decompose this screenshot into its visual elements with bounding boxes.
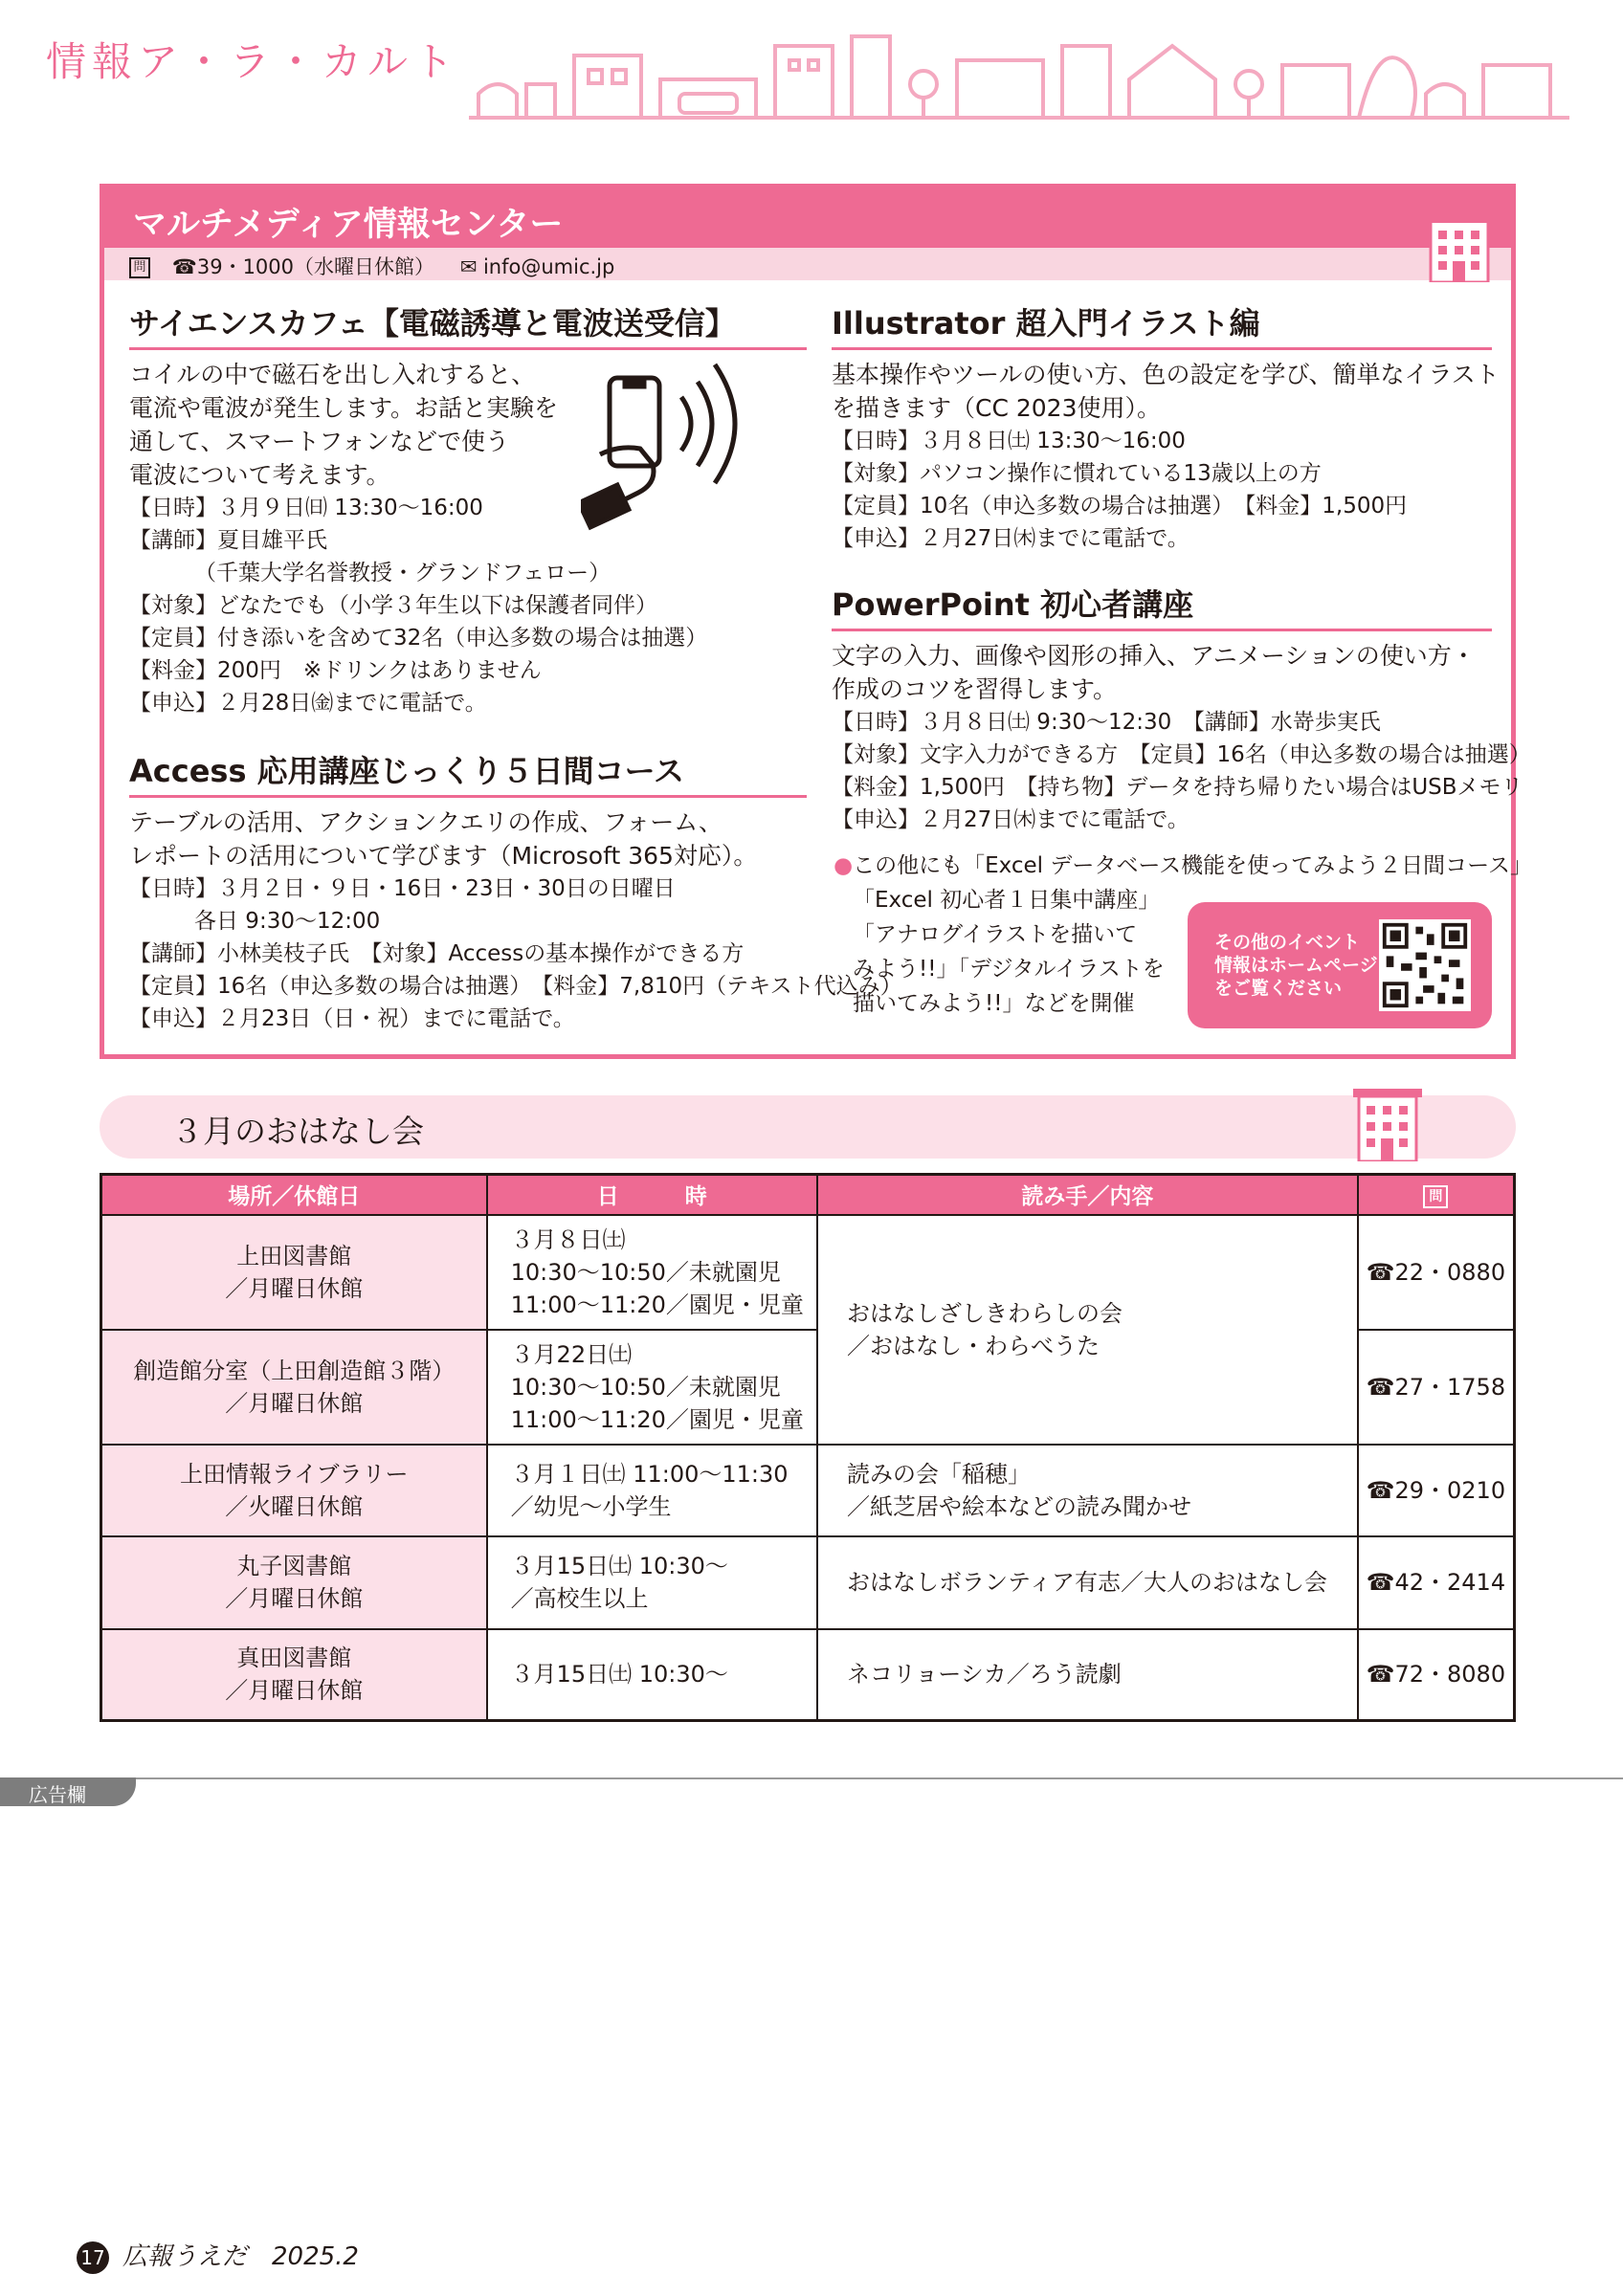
multimedia-title-band (104, 188, 1511, 248)
closed-day: ／月曜日休館 (225, 1677, 364, 1705)
content-line: ／紙芝居や絵本などの読み聞かせ (846, 1492, 1191, 1520)
science-cafe-lecturer: 【講師】夏目雄平氏 (129, 528, 327, 553)
closed-day: ／火曜日休館 (225, 1492, 364, 1520)
datetime-cell (487, 1629, 817, 1721)
place-name: 創造館分室（上田創造館３階） (133, 1357, 456, 1384)
science-cafe-desc: 通して、スマートフォンなどで使う (129, 428, 510, 455)
science-cafe-desc: 電波について考えます。 (129, 461, 390, 489)
illustrator-target: 【対象】パソコン操作に慣れている13歳以上の方 (832, 461, 1322, 486)
content-cell (817, 1629, 1358, 1721)
content-line: ／おはなし・わらべうた (846, 1332, 1100, 1359)
powerpoint-section (832, 581, 1531, 836)
multimedia-center-box (100, 184, 1533, 1059)
science-cafe-lecturer-title: （千葉大学名誉教授・グランドフェロー） (194, 561, 611, 585)
access-date: 【日時】３月２日・９日・16日・23日・30日の日曜日 (129, 876, 676, 901)
illustrator-apply: 【申込】２月27日㈭までに電話で。 (832, 526, 1189, 551)
place-cell (101, 1445, 487, 1536)
illustrator-capacity: 【定員】10名（申込多数の場合は抽選） 【料金】1,500円 (832, 494, 1408, 519)
powerpoint-desc: 文字の入力、画像や図形の挿入、アニメーションの使い方・ (832, 642, 1476, 670)
place-name: 上田情報ライブラリー (180, 1460, 409, 1488)
ad-divider (0, 1777, 1623, 1779)
content-line: 読みの会「稲穂」 (846, 1460, 1031, 1488)
science-cafe-capacity: 【定員】付き添いを含めて32名（申込多数の場合は抽選） (129, 626, 708, 651)
datetime-cell (487, 1330, 817, 1445)
powerpoint-date: 【日時】３月８日㈯ 9:30〜12:30 【講師】水嵜歩実氏 (832, 710, 1381, 735)
storytelling-table (100, 1173, 1516, 1722)
header-content: 読み手／内容 (817, 1175, 1358, 1215)
access-desc: テーブルの活用、アクションクエリの作成、フォーム、 (129, 808, 723, 836)
illustrator-date: 【日時】３月８日㈯ 13:30〜16:00 (832, 429, 1186, 453)
table-header-row (101, 1175, 1515, 1215)
illustrator-section (832, 299, 1500, 555)
closed-day: ／月曜日休館 (225, 1274, 364, 1302)
multimedia-phone: ☎39・1000（水曜日休館） (171, 255, 435, 278)
inquiry-mark: 問 (129, 257, 150, 278)
datetime-line: ３月22日㈯ (510, 1340, 633, 1368)
science-cafe-desc: コイルの中で磁石を出し入れすると、 (129, 361, 536, 388)
inquiry-mark: 問 (1423, 1185, 1448, 1208)
powerpoint-desc: 作成のコツを習得します。 (832, 675, 1118, 703)
closed-day: ／月曜日休館 (225, 1389, 364, 1417)
content-line: ネコリョーシカ／ろう読劇 (846, 1661, 1122, 1689)
science-cafe-target: 【対象】どなたでも（小学３年生以下は保護者同伴） (129, 593, 657, 618)
homepage-qr-box[interactable] (1188, 902, 1492, 1028)
building-icon (1421, 208, 1498, 282)
ad-label: 広告欄 (0, 1777, 136, 1806)
content-line: おはなしボランティア有志／大人のおはなし会 (846, 1569, 1328, 1596)
page-number: 17 (77, 2241, 109, 2274)
content-cell (817, 1445, 1358, 1536)
tel-cell: ☎42・2414 (1358, 1536, 1515, 1629)
datetime-cell (487, 1445, 817, 1536)
place-cell (101, 1215, 487, 1330)
other-courses-line: 描いてみよう!!」などを開催 (853, 991, 1135, 1016)
closed-day: ／月曜日休館 (225, 1585, 364, 1612)
town-skyline-illustration (469, 27, 1569, 122)
access-title: Access 応用講座じっくり５日間コース (129, 747, 807, 798)
qr-caption-line: その他のイベント (1214, 932, 1361, 953)
datetime-line: 10:30〜10:50／未就園児 (510, 1373, 781, 1401)
header-place: 場所／休館日 (101, 1175, 487, 1215)
storytelling-title-band (100, 1095, 1516, 1159)
header-inquiry (1358, 1175, 1515, 1215)
qr-caption (1214, 931, 1378, 1000)
illustrator-desc: 基本操作やツールの使い方、色の設定を学び、簡単なイラスト (832, 361, 1500, 388)
other-courses-line: この他にも「Excel データベース機能を使ってみよう２日間コース」 (853, 853, 1533, 878)
table-row (101, 1445, 1515, 1536)
tel-cell: ☎72・8080 (1358, 1629, 1515, 1721)
access-section (129, 747, 902, 1035)
content-line: おはなしざしきわらしの会 (846, 1299, 1123, 1327)
science-cafe-date: 【日時】３月９日㈰ 13:30〜16:00 (129, 496, 483, 520)
datetime-cell (487, 1215, 817, 1330)
datetime-line: ３月15日㈯ 10:30〜 (510, 1553, 728, 1579)
access-apply: 【申込】２月23日（日・祝）までに電話で。 (129, 1006, 575, 1031)
content-cell (817, 1215, 1358, 1445)
datetime-line: ／幼児〜小学生 (510, 1492, 672, 1520)
page-footer (77, 2237, 359, 2274)
qr-caption-line: 情報はホームページ (1214, 955, 1378, 976)
datetime-line: 11:00〜11:20／園児・児童 (510, 1405, 804, 1433)
datetime-cell (487, 1536, 817, 1629)
science-cafe-title: サイエンスカフェ【電磁誘導と電波送受信】 (129, 299, 807, 350)
place-name: 丸子図書館 (236, 1553, 352, 1579)
science-cafe-desc: 電流や電波が発生します。お話と実験を (129, 394, 559, 422)
tel-cell: ☎22・0880 (1358, 1215, 1515, 1330)
illustrator-desc: を描きます（CC 2023使用）。 (832, 394, 1161, 422)
multimedia-contact (104, 248, 1511, 280)
science-cafe-fee: 【料金】200円 ※ドリンクはありません (129, 658, 542, 683)
science-cafe-apply: 【申込】２月28日㈮までに電話で。 (129, 691, 487, 716)
powerpoint-title: PowerPoint 初心者講座 (832, 581, 1492, 631)
datetime-line: ３月１日㈯ 11:00〜11:30 (510, 1460, 789, 1488)
header-datetime: 日 時 (487, 1175, 817, 1215)
access-capacity: 【定員】16名（申込多数の場合は抽選） 【料金】7,810円（テキスト代込み） (129, 974, 902, 999)
place-name: 上田図書館 (236, 1242, 352, 1269)
place-cell (101, 1629, 487, 1721)
tel-cell: ☎29・0210 (1358, 1445, 1515, 1536)
building-icon (1351, 1081, 1424, 1161)
publication-name: 広報うえだ 2025.2 (122, 2242, 359, 2271)
access-desc: レポートの活用について学びます（Microsoft 365対応）。 (129, 842, 758, 870)
tel-cell: ☎27・1758 (1358, 1330, 1515, 1445)
other-courses-line: 「Excel 初心者１日集中講座」 (853, 888, 1161, 913)
place-cell (101, 1330, 487, 1445)
multimedia-title: マルチメディア情報センター (133, 206, 564, 244)
datetime-line: ／高校生以上 (510, 1585, 649, 1612)
place-name: 真田図書館 (236, 1645, 352, 1672)
multimedia-email: ✉ info@umic.jp (459, 255, 615, 278)
qr-caption-line: をご覧ください (1214, 978, 1343, 999)
powerpoint-fee: 【料金】1,500円 【持ち物】データを持ち帰りたい場合はUSBメモリ (832, 775, 1523, 800)
datetime-line: 10:30〜10:50／未就園児 (510, 1258, 781, 1286)
datetime-line: ３月15日㈯ 10:30〜 (510, 1661, 728, 1689)
other-courses-line: 「アナログイラストを描いて (853, 922, 1138, 947)
access-lecturer: 【講師】小林美枝子氏 【対象】Accessの基本操作ができる方 (129, 941, 745, 966)
table-row (101, 1536, 1515, 1629)
storytelling-title: ３月のおはなし会 (171, 1113, 424, 1150)
smartphone-signal-icon (581, 349, 772, 541)
illustrator-title: Illustrator 超入門イラスト編 (832, 299, 1492, 350)
qr-code-icon (1379, 919, 1471, 1011)
place-cell (101, 1536, 487, 1629)
other-courses-line: みよう!!」「デジタルイラストを (853, 957, 1165, 982)
datetime-line: 11:00〜11:20／園児・児童 (510, 1291, 804, 1318)
table-row (101, 1215, 1515, 1330)
powerpoint-target: 【対象】文字入力ができる方 【定員】16名（申込多数の場合は抽選） (832, 742, 1531, 767)
section-title: 情報ア・ラ・カルト (46, 38, 460, 85)
table-row (101, 1629, 1515, 1721)
powerpoint-apply: 【申込】２月27日㈭までに電話で。 (832, 807, 1189, 832)
access-time: 各日 9:30〜12:00 (194, 909, 381, 934)
datetime-line: ３月８日㈯ (510, 1225, 626, 1253)
bullet-dot: ● (834, 853, 854, 878)
content-cell (817, 1536, 1358, 1629)
